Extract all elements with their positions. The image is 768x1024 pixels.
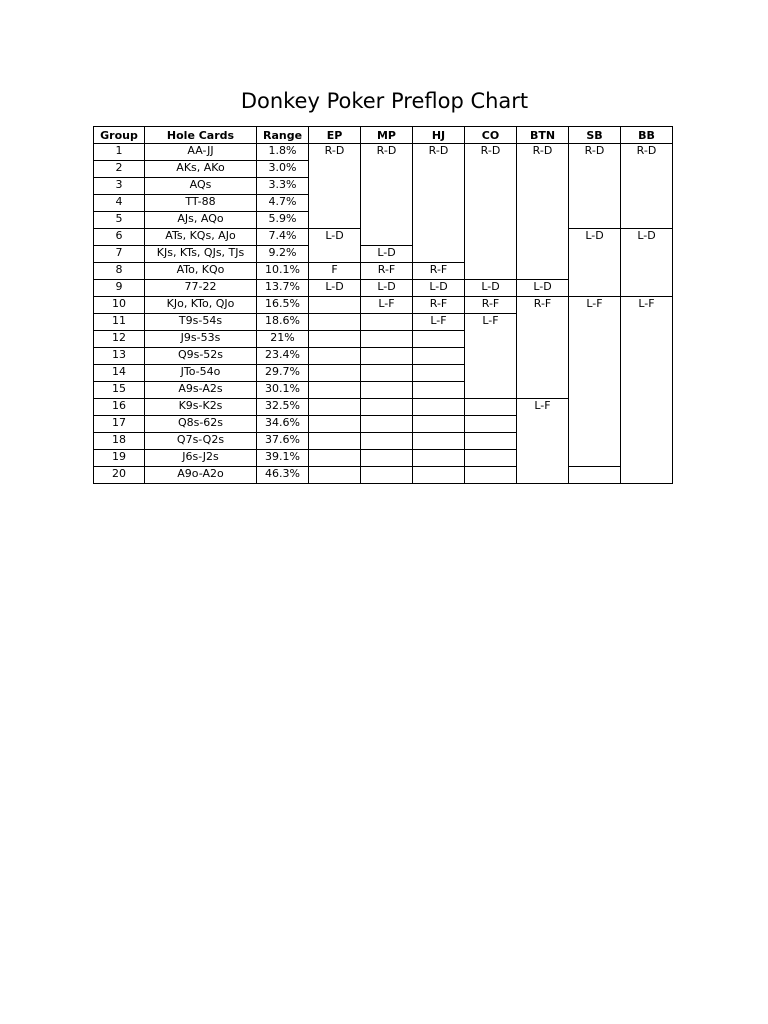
- table-row: [94, 297, 673, 314]
- hj-action-cell: R-F: [413, 263, 465, 280]
- range-cell: 1.8%: [257, 144, 309, 161]
- mp-empty-cell: [361, 365, 413, 382]
- mp-empty-cell: [361, 348, 413, 365]
- hole-cards-cell: AA-JJ: [145, 144, 257, 161]
- hj-empty-cell: [413, 416, 465, 433]
- mp-empty-cell: [361, 382, 413, 399]
- hole-cards-cell: AJs, AQo: [145, 212, 257, 229]
- hole-cards-cell: AQs: [145, 178, 257, 195]
- group-cell: 7: [94, 246, 145, 263]
- range-cell: 32.5%: [257, 399, 309, 416]
- group-cell: 11: [94, 314, 145, 331]
- group-cell: 4: [94, 195, 145, 212]
- btn-action-cell: L-D: [517, 280, 569, 297]
- range-cell: 39.1%: [257, 450, 309, 467]
- range-cell: 5.9%: [257, 212, 309, 229]
- hole-cards-cell: 77-22: [145, 280, 257, 297]
- co-action-cell: L-F: [465, 314, 517, 399]
- co-empty-cell: [465, 399, 517, 416]
- mp-empty-cell: [361, 450, 413, 467]
- hole-cards-cell: J6s-J2s: [145, 450, 257, 467]
- hj-action-cell: L-D: [413, 280, 465, 297]
- column-header-sb: SB: [569, 127, 621, 144]
- group-cell: 6: [94, 229, 145, 246]
- hole-cards-cell: KJo, KTo, QJo: [145, 297, 257, 314]
- column-header-ep: EP: [309, 127, 361, 144]
- ep-action-cell: L-D: [309, 229, 361, 263]
- range-cell: 21%: [257, 331, 309, 348]
- mp-empty-cell: [361, 433, 413, 450]
- group-cell: 20: [94, 467, 145, 484]
- co-empty-cell: [465, 433, 517, 450]
- column-header-mp: MP: [361, 127, 413, 144]
- preflop-chart-table: [93, 126, 673, 484]
- hj-empty-cell: [413, 433, 465, 450]
- hj-empty-cell: [413, 382, 465, 399]
- chart-title: Donkey Poker Preflop Chart: [240, 89, 529, 113]
- co-empty-cell: [465, 467, 517, 484]
- group-cell: 14: [94, 365, 145, 382]
- mp-action-cell: L-F: [361, 297, 413, 314]
- ep-empty-cell: [309, 348, 361, 365]
- hole-cards-cell: ATo, KQo: [145, 263, 257, 280]
- mp-action-cell: L-D: [361, 246, 413, 263]
- hj-empty-cell: [413, 450, 465, 467]
- range-cell: 29.7%: [257, 365, 309, 382]
- ep-empty-cell: [309, 365, 361, 382]
- header-row: [94, 127, 673, 144]
- ep-empty-cell: [309, 433, 361, 450]
- hj-empty-cell: [413, 365, 465, 382]
- hole-cards-cell: A9o-A2o: [145, 467, 257, 484]
- hole-cards-cell: KJs, KTs, QJs, TJs: [145, 246, 257, 263]
- hj-empty-cell: [413, 348, 465, 365]
- column-header-hj: HJ: [413, 127, 465, 144]
- bb-action-cell: L-D: [621, 229, 673, 297]
- group-cell: 15: [94, 382, 145, 399]
- group-cell: 12: [94, 331, 145, 348]
- sb-empty-cell: [569, 467, 621, 484]
- co-empty-cell: [465, 450, 517, 467]
- column-header-range: Range: [257, 127, 309, 144]
- hj-action-cell: R-F: [413, 297, 465, 314]
- range-cell: 7.4%: [257, 229, 309, 246]
- range-cell: 46.3%: [257, 467, 309, 484]
- ep-action-cell: L-D: [309, 280, 361, 297]
- group-cell: 13: [94, 348, 145, 365]
- group-cell: 1: [94, 144, 145, 161]
- mp-action-cell: R-F: [361, 263, 413, 280]
- ep-empty-cell: [309, 399, 361, 416]
- sb-action-cell: L-D: [569, 229, 621, 297]
- group-cell: 5: [94, 212, 145, 229]
- range-cell: 10.1%: [257, 263, 309, 280]
- group-cell: 8: [94, 263, 145, 280]
- group-cell: 2: [94, 161, 145, 178]
- range-cell: 13.7%: [257, 280, 309, 297]
- hj-empty-cell: [413, 399, 465, 416]
- co-action-cell: R-F: [465, 297, 517, 314]
- hole-cards-cell: JTo-54o: [145, 365, 257, 382]
- hole-cards-cell: K9s-K2s: [145, 399, 257, 416]
- column-header-hole-cards: Hole Cards: [145, 127, 257, 144]
- range-cell: 4.7%: [257, 195, 309, 212]
- ep-empty-cell: [309, 450, 361, 467]
- co-action-cell: R-D: [465, 144, 517, 280]
- mp-empty-cell: [361, 399, 413, 416]
- hole-cards-cell: Q9s-52s: [145, 348, 257, 365]
- range-cell: 3.0%: [257, 161, 309, 178]
- column-header-bb: BB: [621, 127, 673, 144]
- range-cell: 23.4%: [257, 348, 309, 365]
- column-header-btn: BTN: [517, 127, 569, 144]
- hj-action-cell: L-F: [413, 314, 465, 331]
- mp-action-cell: L-D: [361, 280, 413, 297]
- group-cell: 17: [94, 416, 145, 433]
- hj-action-cell: R-D: [413, 144, 465, 263]
- hole-cards-cell: Q8s-62s: [145, 416, 257, 433]
- hole-cards-cell: A9s-A2s: [145, 382, 257, 399]
- btn-action-cell: L-F: [517, 399, 569, 484]
- mp-empty-cell: [361, 467, 413, 484]
- mp-action-cell: R-D: [361, 144, 413, 246]
- group-cell: 19: [94, 450, 145, 467]
- ep-empty-cell: [309, 314, 361, 331]
- group-cell: 16: [94, 399, 145, 416]
- hj-empty-cell: [413, 467, 465, 484]
- hole-cards-cell: ATs, KQs, AJo: [145, 229, 257, 246]
- hj-empty-cell: [413, 331, 465, 348]
- hole-cards-cell: AKs, AKo: [145, 161, 257, 178]
- mp-empty-cell: [361, 314, 413, 331]
- range-cell: 18.6%: [257, 314, 309, 331]
- table-row: [94, 144, 673, 161]
- bb-action-cell: R-D: [621, 144, 673, 229]
- ep-empty-cell: [309, 467, 361, 484]
- group-cell: 18: [94, 433, 145, 450]
- table-row: [94, 467, 673, 484]
- range-cell: 9.2%: [257, 246, 309, 263]
- group-cell: 10: [94, 297, 145, 314]
- mp-empty-cell: [361, 331, 413, 348]
- ep-empty-cell: [309, 297, 361, 314]
- range-cell: 16.5%: [257, 297, 309, 314]
- ep-empty-cell: [309, 382, 361, 399]
- ep-empty-cell: [309, 416, 361, 433]
- hole-cards-cell: T9s-54s: [145, 314, 257, 331]
- ep-action-cell: R-D: [309, 144, 361, 229]
- ep-empty-cell: [309, 331, 361, 348]
- range-cell: 37.6%: [257, 433, 309, 450]
- sb-action-cell: L-F: [569, 297, 621, 467]
- mp-empty-cell: [361, 416, 413, 433]
- ep-action-cell: F: [309, 263, 361, 280]
- group-cell: 3: [94, 178, 145, 195]
- bb-action-cell: L-F: [621, 297, 673, 484]
- hole-cards-cell: J9s-53s: [145, 331, 257, 348]
- co-empty-cell: [465, 416, 517, 433]
- hole-cards-cell: TT-88: [145, 195, 257, 212]
- range-cell: 34.6%: [257, 416, 309, 433]
- group-cell: 9: [94, 280, 145, 297]
- btn-action-cell: R-D: [517, 144, 569, 280]
- hole-cards-cell: Q7s-Q2s: [145, 433, 257, 450]
- range-cell: 30.1%: [257, 382, 309, 399]
- column-header-co: CO: [465, 127, 517, 144]
- btn-action-cell: R-F: [517, 297, 569, 399]
- co-action-cell: L-D: [465, 280, 517, 297]
- sb-action-cell: R-D: [569, 144, 621, 229]
- column-header-group: Group: [94, 127, 145, 144]
- range-cell: 3.3%: [257, 178, 309, 195]
